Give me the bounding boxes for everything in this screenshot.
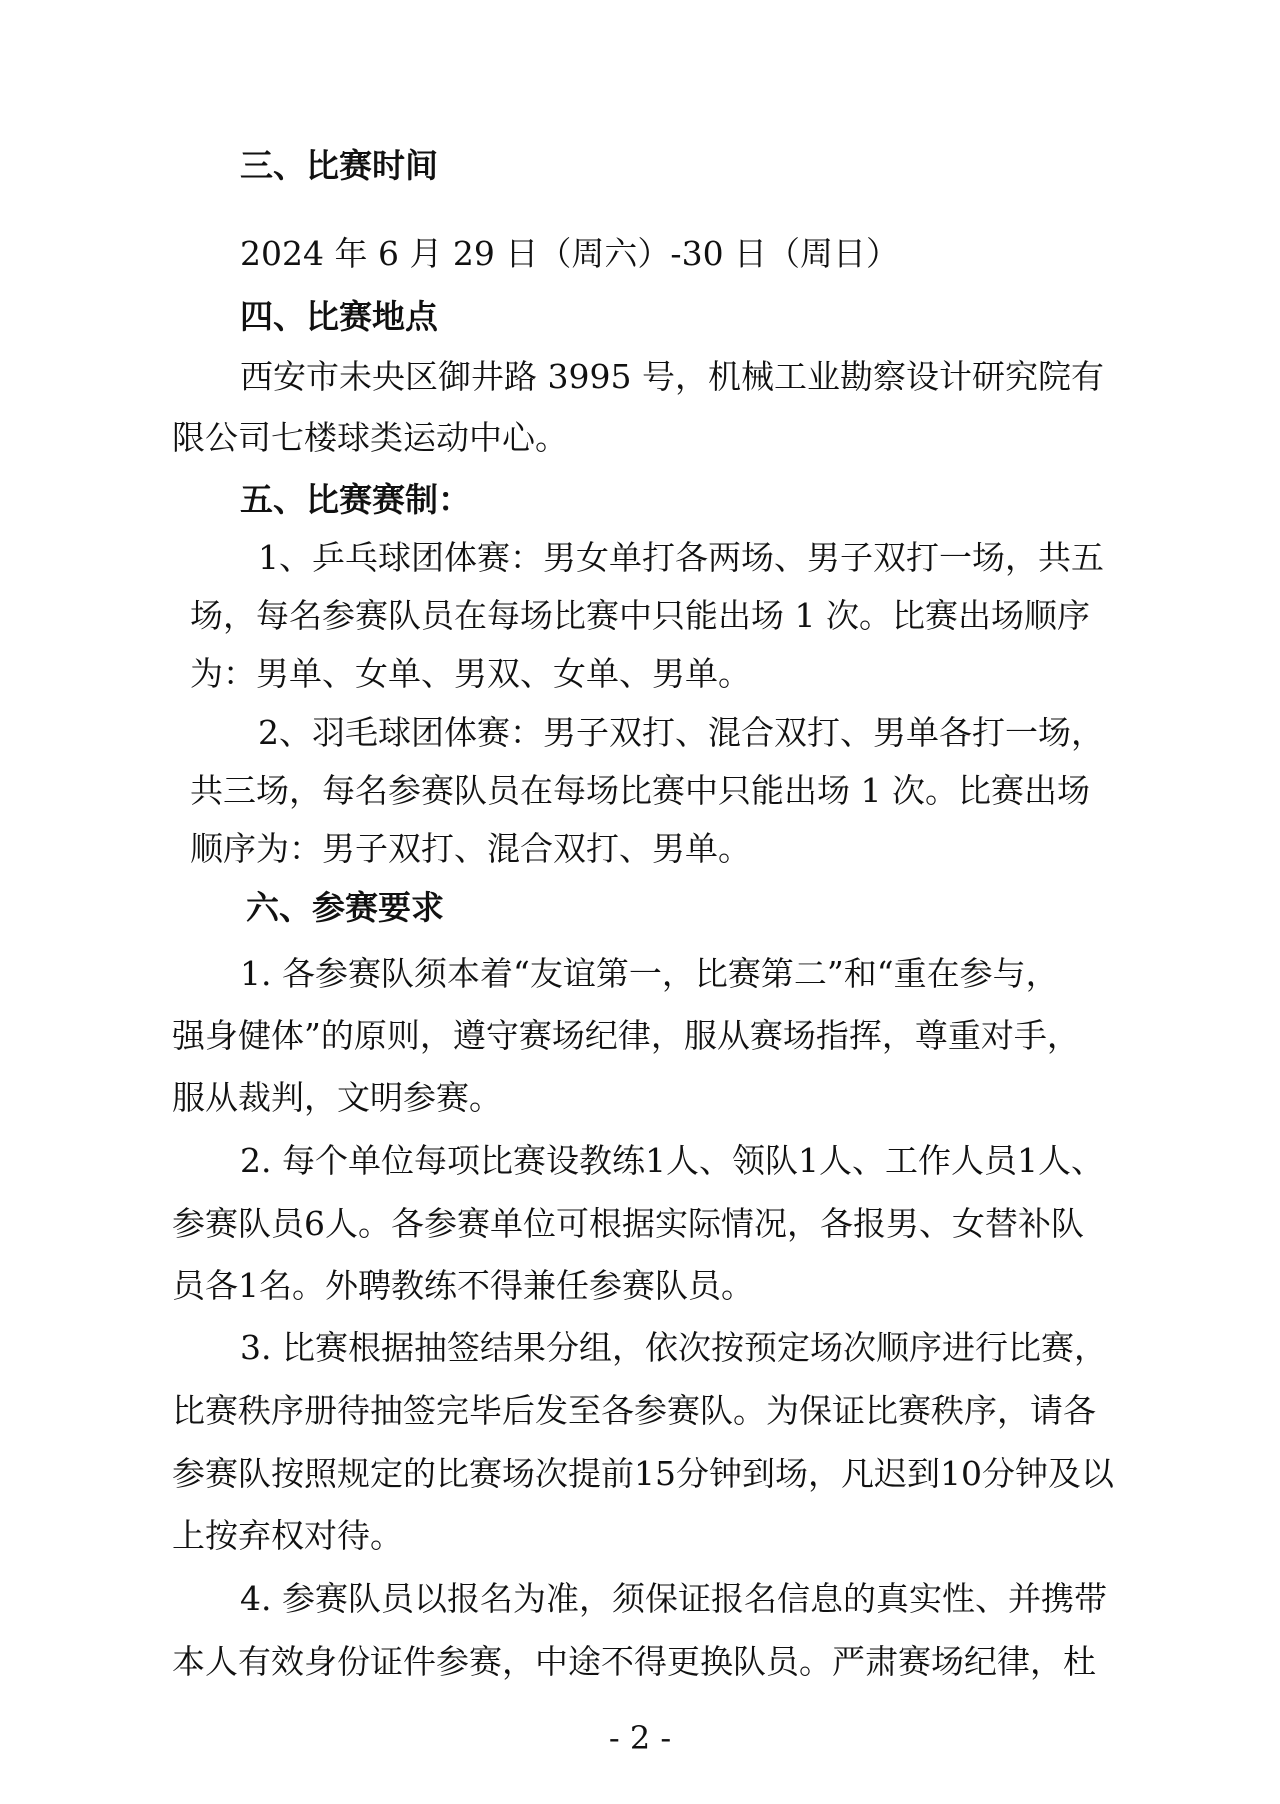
format-item-2-line-2: 共三场，每名参赛队员在每场比赛中只能出场 1 次。比赛出场 [190,771,1090,810]
req-item-1-line-1: 1. 各参赛队须本着“友谊第一，比赛第二”和“重在参与， [240,954,1059,993]
req-item-2-line-1: 2. 每个单位每项比赛设教练1人、领队1人、工作人员1人、 [240,1141,1104,1180]
format-item-1-line-1: 1、乒乓球团体赛：男女单打各两场、男子双打一场，共五 [258,538,1104,577]
section-heading-requirements: 六、参赛要求 [246,888,444,927]
section-heading-time: 三、比赛时间 [240,146,438,185]
format-item-1-line-2: 场，每名参赛队员在每场比赛中只能出场 1 次。比赛出场顺序 [190,596,1090,635]
req-item-2-line-3: 员各1名。外聘教练不得兼任参赛队员。 [172,1266,754,1305]
req-item-1-line-2: 强身健体”的原则，遵守赛场纪律，服从赛场指挥，尊重对手， [172,1016,1080,1055]
req-item-4-line-2: 本人有效身份证件参赛，中途不得更换队员。严肃赛场纪律，杜 [172,1642,1096,1681]
req-item-2-line-2: 参赛队员6人。各参赛单位可根据实际情况，各报男、女替补队 [172,1204,1084,1243]
req-item-3-line-4: 上按弃权对待。 [172,1516,403,1555]
req-item-3-line-1: 3. 比赛根据抽签结果分组，依次按预定场次顺序进行比赛， [240,1328,1107,1367]
format-item-2-line-1: 2、羽毛球团体赛：男子双打、混合双打、男单各打一场， [258,713,1104,752]
time-line: 2024 年 6 月 29 日（周六）-30 日（周日） [240,234,900,273]
req-item-3-line-3: 参赛队按照规定的比赛场次提前15分钟到场，凡迟到10分钟及以 [172,1454,1114,1493]
page-number: - 2 - [608,1719,672,1757]
venue-line-2: 限公司七楼球类运动中心。 [172,418,568,457]
section-heading-venue: 四、比赛地点 [240,297,438,336]
req-item-1-line-3: 服从裁判，文明参赛。 [172,1078,502,1117]
venue-line-1: 西安市未央区御井路 3995 号，机械工业勘察设计研究院有 [240,357,1104,396]
req-item-4-line-1: 4. 参赛队员以报名为准，须保证报名信息的真实性、并携带 [240,1579,1107,1618]
format-item-2-line-3: 顺序为：男子双打、混合双打、男单。 [190,829,751,868]
section-heading-format: 五、比赛赛制： [240,480,471,519]
format-item-1-line-3: 为：男单、女单、男双、女单、男单。 [190,654,751,693]
req-item-3-line-2: 比赛秩序册待抽签完毕后发至各参赛队。为保证比赛秩序，请各 [172,1391,1096,1430]
